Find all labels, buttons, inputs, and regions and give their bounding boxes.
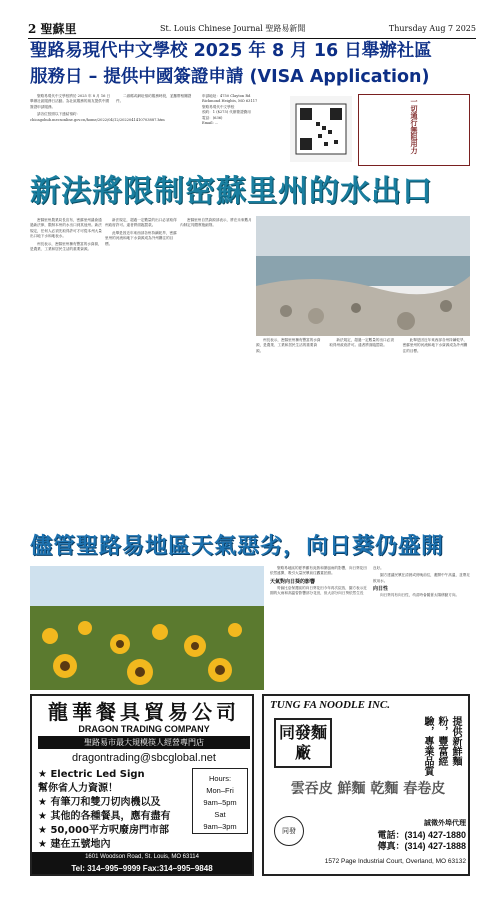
noodle-ad-name-en: TUNG FA NOODLE INC. <box>270 699 391 711</box>
noodle-ad-contacts: 電話：(314) 427-1880 傳真：(314) 427-1888 <box>377 830 466 851</box>
stamp-text: 一切通行無阻用力 <box>410 98 419 154</box>
dragon-ad-name-cn: 龍華餐具貿易公司 <box>48 700 240 724</box>
headline-3: 儘管聖路易地區天氣惡劣，向日葵仍盛開 <box>30 534 445 559</box>
header-rule <box>28 38 476 39</box>
dragon-ad-footer: 1601 Woodson Road, St. Louis, MO 63114 Tel: 314–995–9999 Fax:314–995–9848 <box>32 852 252 874</box>
noodle-ad-products: 雲吞皮 鮮麵 乾麵 春卷皮 <box>290 781 446 797</box>
dragon-ad-email[interactable]: dragontrading@sbcglobal.net <box>72 752 216 764</box>
headline-1-line-2: 服務日 – 提供中國簽證申請 (VISA Application) <box>30 67 430 87</box>
story-1-col-2: 二維碼或網址預約服務時段，並攜帶相關證件。 <box>116 94 192 104</box>
issue-date: Thursday Aug 7 2025 <box>388 23 476 33</box>
tung-fa-noodle-ad <box>262 694 470 876</box>
story-1-address: 申請地址：4750 Clayton Rd Richmond Heights, MO 63117 聖路易現代中文學校 預約：1 ($275) 代辦簽證費用 電話：(636) Email: ... <box>202 94 258 126</box>
page-number: 2 聖蘇里 <box>28 21 77 36</box>
story-2-col-2: 新法規定，超過一定數量的出口必須取得州政府許可。違者將面臨罰款。 此舉是因近年來西部各州持續乾旱，密蘇里州的河流和地下水資源成為外州關注的目標。 <box>105 218 177 246</box>
noodle-ad-vertical-text: 提供新鮮麵粉，豐富經驗，專業品質 <box>422 716 461 776</box>
dragon-ad-items: ★ Electric Led Sign 幫你省人力資源！ ★ 有筆刀和雙刀切肉機以及 ★ 其他的各種餐具，應有盡有 ★ 50,000平方呎廢房門市部 ★ 建在五號地內 <box>38 769 171 850</box>
page-header <box>28 18 476 38</box>
story-3: 聖路易地區的夏季雖有炎熱和暴風雨的影響，向日葵花田依然盛開，吸引大量民眾前往觀賞拍照。 天氣對向日葵的影響 哥倫比亞保護區的向日葵花田今年再次綻放，園方表示近期的大雨和高溫曾影響部分花田，但大部分向日葵依然生長良好。 園方建議民眾在清晨或傍晚前往，避開中午高溫，並帶足飲用水。 向日性 向日葵具有向日性，幼苗時會隨著太陽移動方向。 <box>270 566 470 598</box>
dragon-trading-ad <box>30 694 254 876</box>
story-2-col-1: 密蘇里州農業局長宣布，密蘇里州議會通過新法律，限制本州的水出口到其他州。新法規定，任何人必須先取得許可才可從本州大量出口地下水和地表水。 州長表示，密蘇里州擁有豐富的水資源，是農業、工業和居民生活的重要資源。 <box>30 218 102 252</box>
sunflower-photo <box>30 566 264 690</box>
story-2-continued: 州長表示，密蘇里州擁有豐富的水資源，是農業、工業和居民生活的重要資源。 新法規定，超過一定數量的出口必須取得州政府許可。違者將面臨罰款。 此舉是因近年來西部各州持續乾旱，密蘇里州的河流和地下水資源成為外州關注的目標。 <box>256 338 468 353</box>
noodle-ad-seal: 同發 <box>274 816 304 846</box>
story-1-col-1: 聖路易現代中文學校將於 2025 年 8 月 16 日舉辦社區服務日活動。為社區服務的朋友提供中國簽證申請服務。 請各位按照以下連結預約：chicagohub.mecsonline.gov.cn/home/2022/04/12/2022041410703887.htm <box>30 94 165 122</box>
dragon-ad-hours: Hours: Mon–Fri 9am–5pm Sat 9am–3pm <box>192 768 248 834</box>
headline-1-line-1: 聖路易現代中文學校 2025 年 8 月 16 日舉辦社區 <box>30 41 432 61</box>
newspaper-title: St. Louis Chinese Journal 聖路易新聞 <box>160 23 306 33</box>
stamp-box <box>358 94 470 166</box>
dragon-ad-banner: 聖路易市最大規模筷人經營專門店 <box>38 736 250 749</box>
story-2-col-3: 密蘇里州自然資源部表示，將在未來數月內制定具體實施細則。 <box>180 218 252 228</box>
river-photo <box>256 216 470 336</box>
headline-2: 新法將限制密蘇里州的水出口 <box>30 174 433 209</box>
dragon-ad-name-en: DRAGON TRADING COMPANY <box>78 724 210 734</box>
noodle-ad-logo: 同發麵廠 <box>274 718 332 768</box>
noodle-ad-address: 1572 Page Industrial Court, Overland, MO 63132 <box>324 858 466 865</box>
noodle-ad-welcome: 誠徵外埠代理 <box>424 818 466 827</box>
qr-code-image <box>290 96 352 162</box>
